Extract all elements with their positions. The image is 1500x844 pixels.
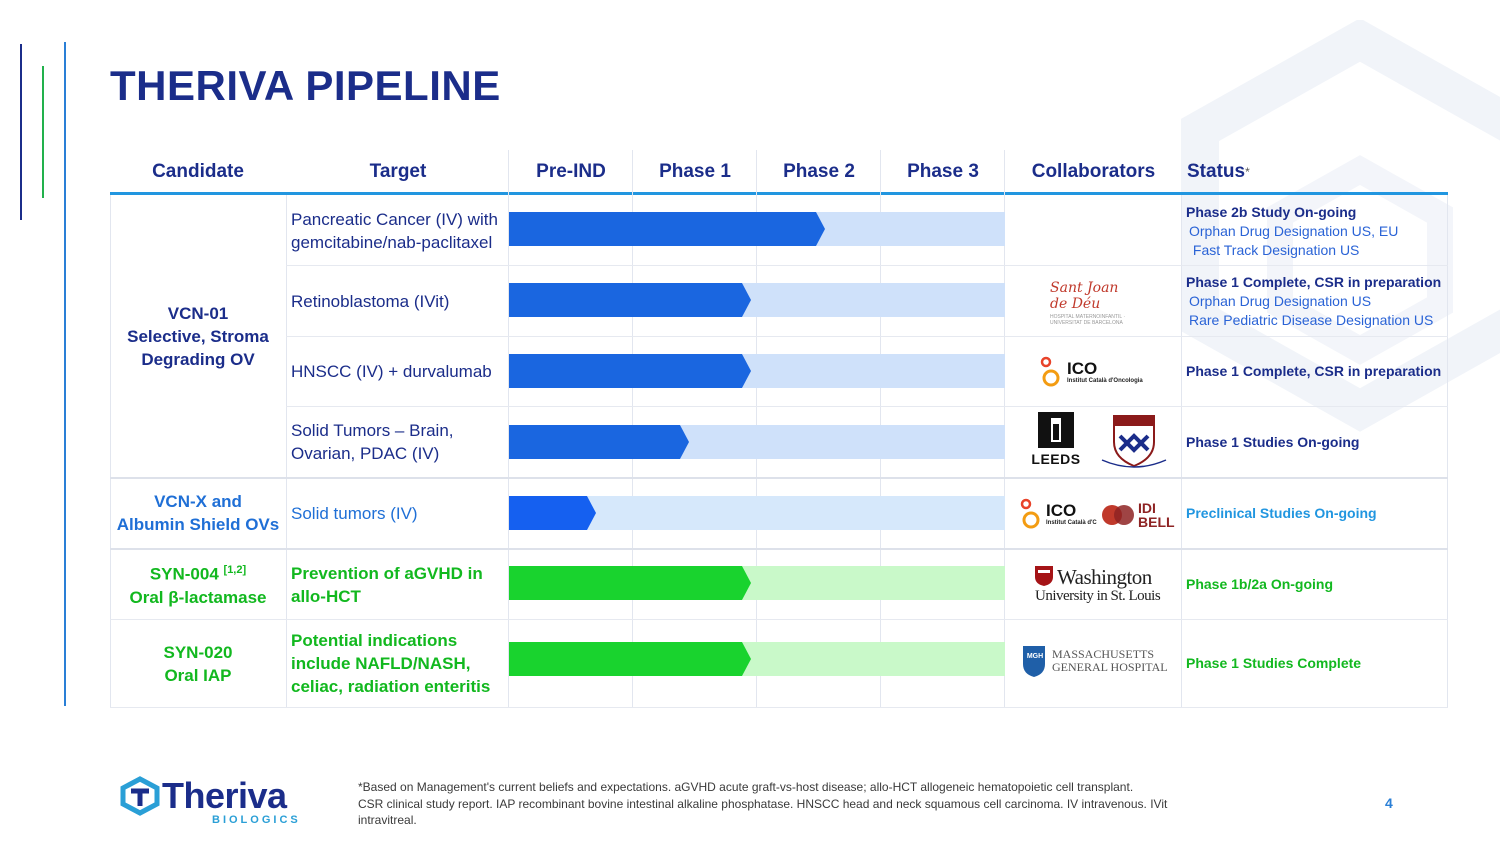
- collaborator-logo-subtext: Institut Català d'Oncologia: [1067, 377, 1143, 384]
- collaborator-logo-subtext: GENERAL HOSPITAL: [1052, 660, 1168, 674]
- status-main: Phase 1 Studies Complete: [1186, 655, 1362, 671]
- ico-logo-icon: [1038, 356, 1064, 388]
- status-main: Phase 1b/2a On-going: [1186, 576, 1334, 592]
- mgh-shield-icon: [1022, 644, 1046, 678]
- target-text: Solid tumors (IV): [291, 504, 418, 523]
- collaborator-leeds: [1026, 412, 1086, 470]
- footnote-line: *Based on Management's current beliefs and expectations. aGVHD acute graft-vs-host disease; allo-HCT allogeneic hematopoietic cell transplant.: [358, 780, 1134, 794]
- grid-line: [110, 707, 1448, 708]
- progress-bar: [509, 354, 751, 388]
- footnote: [358, 779, 1318, 829]
- target-retinoblastoma: [291, 266, 505, 336]
- progress-bar: [509, 425, 689, 459]
- target-text: Retinoblastoma (IVit): [291, 291, 450, 311]
- candidate-desc: Oral β-lactamase: [129, 587, 267, 607]
- candidate-desc: Degrading OV: [141, 349, 255, 369]
- progress-bar: [509, 566, 751, 600]
- status-designation: Fast Track Designation US: [1189, 241, 1360, 258]
- status-row-4: [1186, 407, 1448, 477]
- collaborator-logo-text: ICO: [1046, 500, 1077, 520]
- candidate-reference: [1,2]: [223, 564, 247, 577]
- theriva-logo: [118, 775, 301, 826]
- target-hnscc: [291, 337, 505, 406]
- status-row-7: [1186, 620, 1448, 707]
- footnote-line: CSR clinical study report. IAP recombinant bovine intestinal alkaline phosphatase. HNSCC head and neck squamous cell carcinoma. IV intravenous. IVit: [358, 796, 1168, 811]
- grid-line: [286, 195, 287, 708]
- accent-line-blue: [64, 42, 66, 706]
- candidate-vcn-01: [110, 195, 286, 477]
- header-collaborators: Collaborators: [1031, 161, 1156, 182]
- header-candidate: Candidate: [152, 161, 244, 182]
- status-designation: Orphan Drug Designation US, EU: [1189, 222, 1399, 239]
- header-status-asterisk: *: [1245, 165, 1250, 179]
- status-row-6: [1186, 550, 1448, 619]
- target-text: Potential indications: [291, 631, 458, 650]
- washu-shield-icon: [1034, 565, 1054, 587]
- candidate-name: VCN-X and: [154, 492, 242, 511]
- target-text: Pancreatic Cancer (IV) with: [291, 209, 498, 229]
- target-text: Solid Tumors – Brain,: [291, 421, 454, 440]
- status-row-2: [1186, 267, 1448, 336]
- candidate-name: SYN-004: [149, 564, 219, 584]
- collaborator-idibell: [1100, 496, 1180, 534]
- collaborator-ico-2: [1018, 496, 1098, 532]
- university-shield-icon: [1100, 414, 1168, 470]
- progress-bar: [509, 212, 825, 246]
- status-row-3: [1186, 337, 1448, 406]
- header-status: [1187, 150, 1387, 194]
- target-text: celiac, radiation enteritis: [291, 677, 491, 696]
- page-number: 4: [1385, 795, 1393, 811]
- header-pre-ind: Pre-IND: [536, 161, 606, 182]
- header-phase-2: Phase 2: [783, 161, 855, 182]
- status-main: Phase 1 Complete, CSR in preparation: [1186, 363, 1442, 379]
- header-target: Target: [369, 161, 427, 182]
- collaborator-ico: [1038, 354, 1168, 390]
- footnote-line: intravitreal.: [358, 813, 417, 827]
- mgh-badge-text: MGH: [1026, 653, 1044, 660]
- header-phase-1: Phase 1: [659, 161, 731, 182]
- header-status-label: Status: [1187, 161, 1246, 182]
- progress-bar: [509, 642, 751, 676]
- candidate-desc: Oral IAP: [164, 665, 232, 685]
- candidate-desc: Albumin Shield OVs: [116, 515, 280, 534]
- collaborator-logo-text: ICO: [1067, 358, 1098, 378]
- target-pancreatic: [291, 196, 505, 265]
- target-text: include NAFLD/NASH,: [291, 654, 471, 673]
- logo-subtitle: BIOLOGICS: [212, 814, 301, 826]
- status-designation: Orphan Drug Designation US: [1189, 293, 1372, 309]
- status-row-5: [1186, 479, 1448, 548]
- target-agvhd: [291, 550, 505, 619]
- candidate-syn-004: [110, 549, 286, 619]
- candidate-name: SYN-020: [163, 642, 233, 662]
- collaborator-logo-subtext: HOSPITAL MATERNOINFANTIL · UNIVERSITAT DE BARCELONA: [1050, 314, 1126, 326]
- status-designation: Rare Pediatric Disease Designation US: [1189, 312, 1434, 328]
- collaborator-logo-subtext: University in St. Louis: [1035, 587, 1161, 604]
- ico-logo-icon: [1018, 498, 1044, 530]
- theriva-hex-logo-icon: [118, 776, 162, 816]
- collaborator-logo-text: IDI BELL: [1138, 500, 1175, 530]
- status-main: Phase 1 Complete, CSR in preparation: [1186, 274, 1442, 290]
- idibell-logo-icon: [1100, 500, 1136, 530]
- collaborator-washu: [1034, 563, 1174, 607]
- collaborator-mgh: [1022, 642, 1172, 680]
- accent-line-navy: [20, 44, 22, 220]
- page-title: THERIVA PIPELINE: [110, 62, 501, 109]
- collaborator-logo-text: Sant Joan de Déu: [1050, 280, 1119, 312]
- progress-bar: [509, 283, 751, 317]
- logo-wordmark: Theriva: [162, 775, 287, 816]
- header-rule: [110, 192, 1448, 195]
- candidate-syn-020: [110, 620, 286, 707]
- target-text: HNSCC (IV) + durvalumab: [291, 362, 492, 381]
- accent-line-green: [42, 66, 44, 198]
- progress-bar: [509, 496, 596, 530]
- collaborator-logo-text: Washington: [1057, 564, 1152, 589]
- candidate-name: VCN-01: [167, 303, 229, 323]
- status-main: Phase 2b Study On-going: [1186, 203, 1357, 220]
- collaborator-logo-text: MASSACHUSETTS: [1052, 647, 1155, 661]
- header-phase-3: Phase 3: [907, 161, 979, 182]
- target-nafld: [291, 620, 505, 707]
- target-text: gemcitabine/nab-paclitaxel: [291, 232, 493, 252]
- collaborator-logo-subtext: Institut Català d'C: [1046, 519, 1097, 526]
- grid-line: [1181, 195, 1182, 708]
- target-text: Ovarian, PDAC (IV): [291, 444, 440, 463]
- status-row-1: [1186, 197, 1448, 265]
- status-main: Preclinical Studies On-going: [1186, 505, 1377, 521]
- collaborator-penn-crest: [1100, 414, 1168, 470]
- leeds-crest-icon: [1038, 412, 1074, 448]
- target-solid-tumors-brain: [291, 407, 505, 477]
- candidate-desc: Selective, Stroma: [127, 326, 269, 346]
- candidate-vcn-x: [110, 478, 286, 548]
- collaborator-logo-text: LEEDS: [1031, 451, 1081, 467]
- target-text: allo-HCT: [291, 586, 361, 606]
- status-main: Phase 1 Studies On-going: [1186, 433, 1360, 450]
- target-text: Prevention of aGVHD in: [291, 563, 483, 583]
- collaborator-sant-joan-de-deu: [1050, 280, 1170, 326]
- target-solid-tumors: [291, 479, 505, 548]
